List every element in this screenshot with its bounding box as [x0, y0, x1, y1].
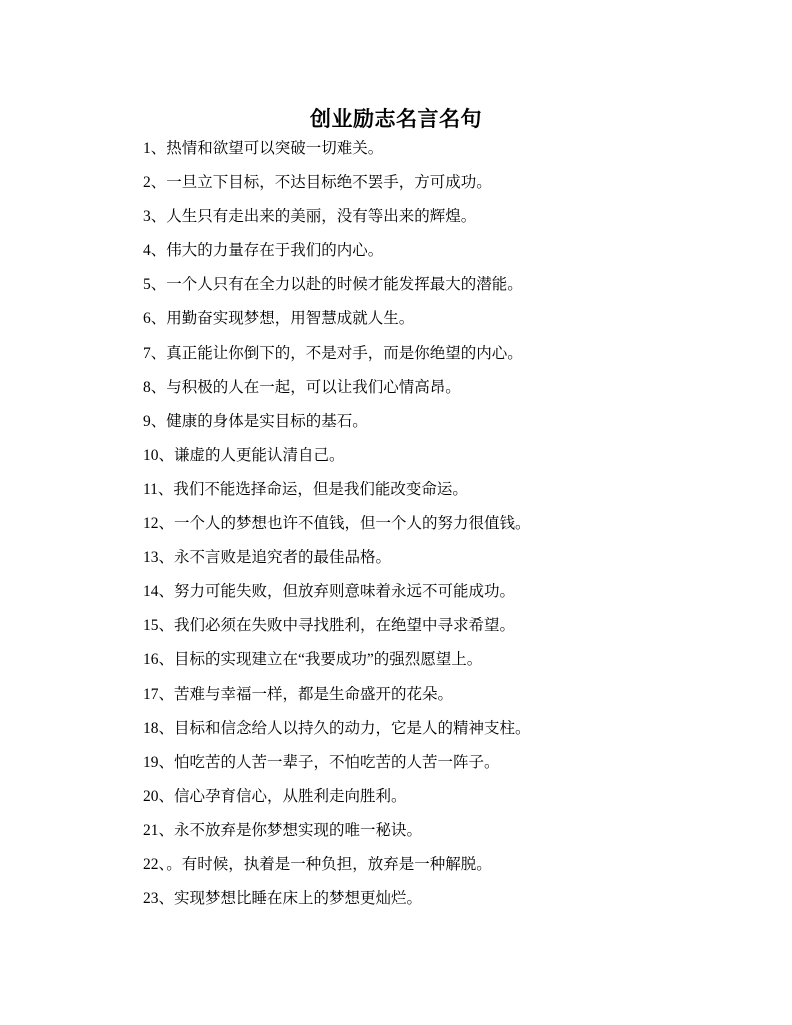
- quote-line: 20、信心孕育信心，从胜利走向胜利。: [143, 787, 407, 805]
- quote-line: 12、一个人的梦想也许不值钱，但一个人的努力很值钱。: [143, 515, 531, 533]
- quote-line: 22、。有时候，执着是一种负担，放弃是一种解脱。: [143, 855, 492, 873]
- quote-line: 4、伟大的力量存在于我们的内心。: [143, 242, 384, 260]
- quote-line: 1、热情和欲望可以突破一切难关。: [143, 140, 384, 157]
- quote-line: 17、苦难与幸福一样，都是生命盛开的花朵。: [143, 685, 454, 703]
- quote-line: 16、目标的实现建立在“我要成功”的强烈愿望上。: [143, 651, 483, 669]
- quote-line: 3、人生只有走出来的美丽，没有等出来的辉煌。: [143, 208, 477, 226]
- quote-list: [143, 132, 703, 916]
- quote-line: 13、永不言败是追究者的最佳品格。: [143, 549, 392, 567]
- quote-line: 21、永不放弃是你梦想实现的唯一秘诀。: [143, 821, 423, 839]
- quote-line: 23、实现梦想比睡在床上的梦想更灿烂。: [143, 890, 423, 908]
- quote-line: 19、怕吃苦的人苦一辈子，不怕吃苦的人苦一阵子。: [143, 753, 500, 771]
- quote-line: 2、一旦立下目标，不达目标绝不罢手，方可成功。: [143, 174, 492, 192]
- quote-line: 18、目标和信念给人以持久的动力，它是人的精神支柱。: [143, 719, 531, 737]
- quote-line: 14、努力可能失败，但放弃则意味着永远不可能成功。: [143, 583, 516, 601]
- quote-line: 7、真正能让你倒下的，不是对手，而是你绝望的内心。: [143, 344, 523, 362]
- page-title: 创业励志名言名句: [310, 108, 482, 132]
- quote-line: 15、我们必须在失败中寻找胜利，在绝望中寻求希望。: [143, 617, 516, 635]
- quote-line: 5、一个人只有在全力以赴的时候才能发挥最大的潜能。: [143, 276, 523, 294]
- quote-line: 9、健康的身体是实目标的基石。: [143, 412, 368, 430]
- quote-line: 10、谦虚的人更能认清自己。: [143, 446, 345, 464]
- quote-line: 6、用勤奋实现梦想，用智慧成就人生。: [143, 310, 415, 328]
- quote-line: 8、与积极的人在一起，可以让我们心情高昂。: [143, 378, 461, 396]
- quote-line: 11、我们不能选择命运，但是我们能改变命运。: [143, 480, 468, 498]
